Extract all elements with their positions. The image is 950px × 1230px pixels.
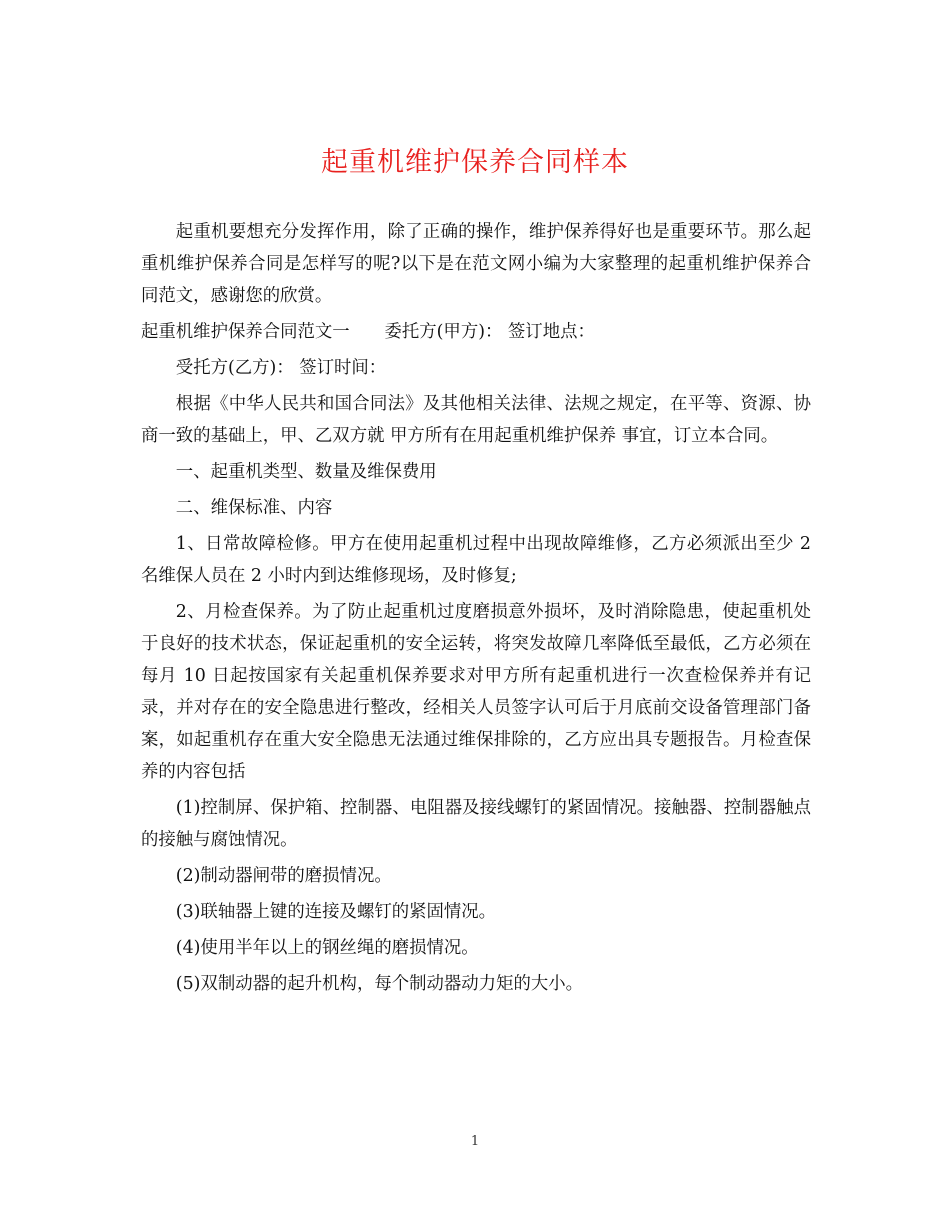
inspection-item-4: (4)使用半年以上的钢丝绳的磨损情况。 (175, 938, 479, 958)
document-body (141, 216, 811, 1004)
clause-daily-repair: 1、日常故障检修。甲方在使用起重机过程中出现故障维修，乙方必须派出至少 2 名维保人员在 2 小时内到达维修现场，及时修复; (141, 534, 811, 586)
legal-basis-paragraph: 根据《中华人民共和国合同法》及其他相关法律、法规之规定，在平等、资源、协商一致的基础上，甲、乙双方就 甲方所有在用起重机维护保养 事宜，订立本合同。 (141, 394, 811, 446)
document-title: 起重机维护保养合同样本 (321, 147, 629, 178)
contract-party-a-line: 起重机维护保养合同范文一 委托方(甲方)： 签订地点： (141, 322, 595, 342)
section-heading-two: 二、维保标准、内容 (175, 498, 333, 518)
contract-party-b-line: 受托方(乙方)： 签订时间： (175, 358, 387, 378)
inspection-item-1: (1)控制屏、保护箱、控制器、电阻器及接线螺钉的紧固情况。接触器、控制器触点的接触与腐蚀情况。 (141, 798, 811, 850)
page-number: 1 (470, 1134, 480, 1149)
inspection-item-2: (2)制动器闸带的磨损情况。 (175, 866, 392, 886)
intro-paragraph: 起重机要想充分发挥作用，除了正确的操作，维护保养得好也是重要环节。那么起重机维护保养合同是怎样写的呢?以下是在范文网小编为大家整理的起重机维护保养合同范文，感谢您的欣赏。 (141, 222, 811, 306)
section-heading-one: 一、起重机类型、数量及维保费用 (175, 462, 437, 482)
clause-monthly-inspection: 2、月检查保养。为了防止起重机过度磨损意外损坏，及时消除隐患，使起重机处于良好的技术状态，保证起重机的安全运转，将突发故障几率降低至最低，乙方必须在每月 10 日起按国家有关起重机保养要求对甲方所有起重机进行一次查检保养并有记录，并对存在的安全隐患进行整改，经相关人员签字认可后于月底前交设备管理部门备案，如起重机存在重大安全隐患无法通过维保排除的，乙方应出具专题报告。月检查保养的内容包括 (141, 602, 811, 782)
inspection-item-3: (3)联轴器上键的连接及螺钉的紧固情况。 (175, 902, 497, 922)
inspection-item-5: (5)双制动器的起升机构，每个制动器动力矩的大小。 (175, 974, 584, 994)
